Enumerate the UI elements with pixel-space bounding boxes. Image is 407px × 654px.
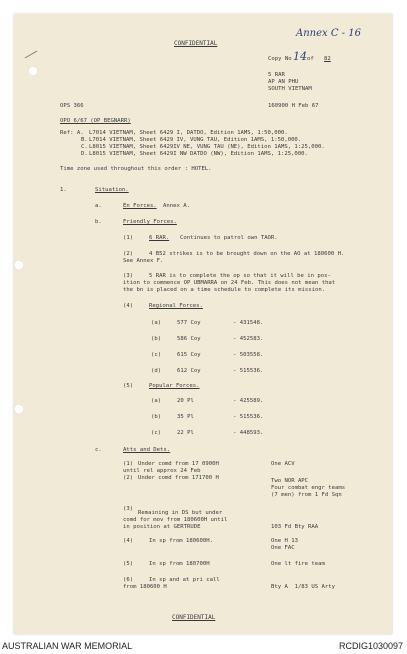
list-key: (a) bbox=[151, 320, 162, 326]
ref-key: D. bbox=[81, 151, 88, 157]
att-unit: Two NOR APC bbox=[271, 478, 309, 484]
list-name: 20 Pl bbox=[177, 398, 194, 404]
list-name: 22 Pl bbox=[177, 430, 194, 436]
att-unit: Four combat engr teams bbox=[271, 485, 346, 491]
ref-key: C. bbox=[81, 144, 88, 150]
list-grid: - 503558. bbox=[233, 352, 264, 358]
opo-title: OPO 6/67 (OP BEGNARR) bbox=[60, 118, 131, 124]
att-unit: 103 Fd Bty RAA bbox=[271, 524, 319, 530]
para-number: (2) bbox=[123, 251, 134, 257]
document-page bbox=[14, 14, 392, 634]
para-title: Popular Forces. bbox=[149, 383, 200, 389]
list-grid: - 515536. bbox=[233, 368, 264, 374]
para-text: Continues to patrol own TAOR. bbox=[180, 235, 278, 241]
timezone-note: Time zone used throughout this order : HOTEL. bbox=[60, 166, 212, 172]
att-text: comd for mov from 180600H until bbox=[123, 517, 228, 523]
ref-key: Ref: A. bbox=[60, 130, 84, 136]
ref-key: B. bbox=[81, 137, 88, 143]
para-text: 5 RAR is to complete the op so that it will be in pos- bbox=[149, 273, 331, 279]
classification-top: CONFIDENTIAL bbox=[174, 40, 218, 47]
list-name: 35 Pl bbox=[177, 414, 194, 420]
subsection-text: Annex A. bbox=[163, 203, 190, 209]
att-unit: One ACV bbox=[271, 461, 295, 467]
list-key: (d) bbox=[151, 368, 162, 374]
att-number: (2) bbox=[123, 475, 134, 481]
ref-text: L7014 VIETNAM, Sheet 6429 I, DATDO, Edition 1AMS, 1:50,000. bbox=[89, 130, 288, 136]
unit-line: AP AN PHU bbox=[268, 79, 299, 85]
para-text: the bn is placed on a time schedule to complete its mission. bbox=[123, 287, 326, 293]
punch-hole bbox=[14, 260, 24, 270]
copy-of: of bbox=[307, 56, 314, 62]
list-grid: - 515536. bbox=[233, 414, 264, 420]
att-text: from 180600 H bbox=[123, 584, 167, 590]
para-title: Regional Forces. bbox=[149, 303, 203, 309]
ref-text: L7014 VIETNAM, Sheet 6429 IV, VUNG TAU, Edition 1AMS, 1:50,000. bbox=[89, 137, 302, 143]
copy-label: Copy No bbox=[268, 56, 292, 62]
para-number: (1) bbox=[123, 235, 134, 241]
para-number: (3) bbox=[123, 273, 134, 279]
list-name: 577 Coy bbox=[177, 320, 201, 326]
ops-reference: OPS 366 bbox=[60, 103, 84, 109]
unit-line: 5 RAR bbox=[268, 72, 285, 78]
list-name: 612 Coy bbox=[177, 368, 201, 374]
copy-number: 14 bbox=[293, 50, 307, 63]
att-number: (6) bbox=[123, 577, 134, 583]
att-text: Remaining in DS but under bbox=[138, 510, 223, 516]
para-number: (4) bbox=[123, 303, 134, 309]
att-unit: Bty A 1/83 US Arty bbox=[271, 584, 335, 590]
att-number: (5) bbox=[123, 561, 134, 567]
para-title: 6 RAR. bbox=[149, 235, 170, 241]
list-name: 615 Coy bbox=[177, 352, 201, 358]
att-unit: (7 men) from 1 Fd Sqn bbox=[271, 492, 342, 498]
subsection-title: Atts and Dets. bbox=[123, 447, 171, 453]
handwritten-annotation: Annex C - 16 bbox=[296, 28, 361, 39]
archive-id: RCDIG1030097 bbox=[338, 641, 403, 651]
subsection-number: a. bbox=[95, 203, 102, 209]
list-key: (b) bbox=[151, 414, 162, 420]
para-text: ition to commence OP UBMARRA on 24 Feb. This does not mean that bbox=[123, 280, 336, 286]
att-unit: One H 13 bbox=[271, 538, 298, 544]
list-key: (c) bbox=[151, 352, 162, 358]
att-number: (1) bbox=[123, 461, 134, 467]
att-number: (4) bbox=[123, 538, 134, 544]
att-text: Under comd from 17 0900H bbox=[138, 461, 219, 467]
subsection-number: c. bbox=[95, 447, 102, 453]
att-text: In sp from 180600H. bbox=[149, 538, 213, 544]
att-text: In sp and at pri call bbox=[149, 577, 220, 583]
att-text: in position at GERTRUDE bbox=[123, 524, 201, 530]
punch-hole bbox=[28, 66, 38, 76]
list-key: (b) bbox=[151, 336, 162, 342]
date-time-group: 160900 H Feb 67 bbox=[268, 103, 319, 109]
list-grid: - 425589. bbox=[233, 398, 264, 404]
att-number: (3) bbox=[123, 506, 134, 512]
subsection-title: En Forces. bbox=[123, 203, 157, 209]
copy-total: 82 bbox=[324, 56, 331, 62]
ref-text: L8015 VIETNAM, Sheet 6429IV NE, VUNG TAU (NE), Edition 1AMS, 1:25,000. bbox=[89, 144, 325, 150]
section-title: Situation. bbox=[95, 187, 129, 193]
para-text: See Annex F. bbox=[123, 258, 164, 264]
list-grid: - 448593. bbox=[233, 430, 264, 436]
para-text: 4 B52 strikes is to be brought down on the AO at 180600 H. bbox=[149, 251, 345, 257]
list-grid: - 452583. bbox=[233, 336, 264, 342]
pencil-mark bbox=[25, 51, 38, 59]
list-key: (a) bbox=[151, 398, 162, 404]
classification-bottom: CONFIDENTIAL bbox=[172, 614, 216, 621]
subsection-number: b. bbox=[95, 219, 102, 225]
list-grid: - 431548. bbox=[233, 320, 264, 326]
archive-name: AUSTRALIAN WAR MEMORIAL bbox=[2, 641, 133, 651]
unit-line: SOUTH VIETNAM bbox=[268, 86, 312, 92]
archive-footer bbox=[0, 636, 407, 654]
att-unit: One FAC bbox=[271, 545, 295, 551]
section-number: 1. bbox=[60, 187, 67, 193]
att-text: In sp from 180700H bbox=[149, 561, 210, 567]
att-text: until rel approx 24 Feb bbox=[123, 468, 201, 474]
subsection-title: Friendly Forces. bbox=[123, 219, 177, 225]
list-key: (c) bbox=[151, 430, 162, 436]
para-number: (5) bbox=[123, 383, 134, 389]
att-unit: One lt fire team bbox=[271, 561, 325, 567]
ref-text: L8015 VIETNAM, Sheet 6429I NW DATDO (NW), Edition 1AMS, 1:25,000. bbox=[89, 151, 308, 157]
att-text: Under comd from 171700 H bbox=[138, 475, 219, 481]
list-name: 586 Coy bbox=[177, 336, 201, 342]
punch-hole bbox=[14, 404, 24, 414]
